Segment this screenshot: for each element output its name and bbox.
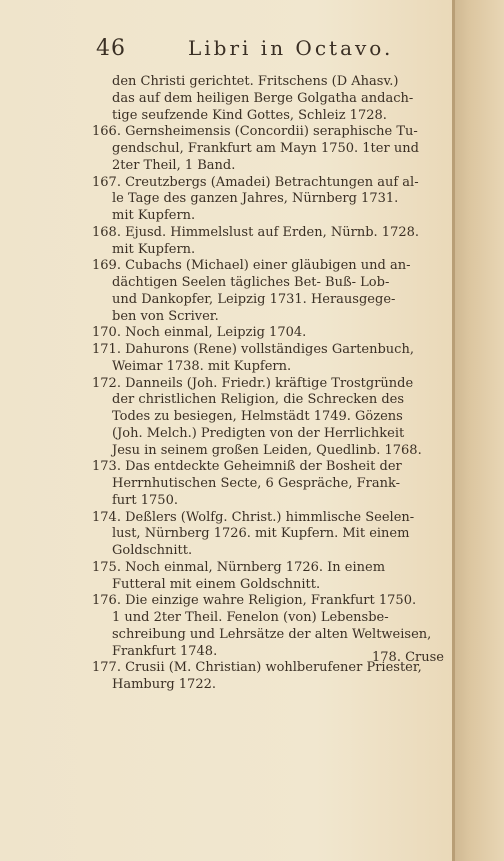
text-line: 2ter Theil, 1 Band. (112, 157, 236, 173)
catchword: 178. Cruse (372, 650, 444, 665)
adjacent-page-edge (452, 0, 504, 861)
running-title: Libri in Octavo. (188, 36, 394, 60)
text-line: 177. Crusii (M. Christian) wohlberufener Priester, (92, 660, 422, 676)
text-line: Goldschnitt. (112, 543, 193, 558)
text-line: tige seufzende Kind Gottes, Schleiz 1728. (112, 107, 387, 123)
text-line: furt 1750. (112, 492, 178, 508)
page-header (96, 36, 436, 64)
catalog-entries (92, 74, 452, 694)
page-binding-shadow (452, 0, 455, 861)
text-line: 171. Dahurons (Rene) vollständiges Gartenbuch, (92, 342, 414, 357)
text-line: Todes zu besiegen, Helmstädt 1749. Gözens (112, 409, 403, 424)
text-line: ben von Scriver. (112, 308, 219, 324)
text-line: 175. Noch einmal, Nürnberg 1726. In einem (92, 559, 386, 575)
text-line: das auf dem heiligen Berge Golgatha andach- (112, 90, 414, 106)
text-line: 174. Deßlers (Wolfg. Christ.) himmlische Seelen- (92, 509, 415, 525)
text-line: 172. Danneils (Joh. Friedr.) kräftige Trostgründe (92, 375, 414, 391)
text-line: gendschul, Frankfurt am Mayn 1750. 1ter und (112, 141, 419, 156)
text-line: (Joh. Melch.) Predigten von der Herrlichkeit (112, 425, 405, 441)
text-line: 176. Die einzige wahre Religion, Frankfurt 1750. (92, 593, 417, 609)
text-line: schreibung und Lehrsätze der alten Weltweisen, (112, 626, 432, 642)
text-line: dächtigen Seelen tägliches Bet- Buß- Lob- (112, 275, 390, 290)
text-line: mit Kupfern. (112, 208, 196, 223)
text-line: mit Kupfern. (112, 241, 196, 257)
text-line: 166. Gernsheimensis (Concordii) seraphische Tu- (92, 124, 418, 140)
text-line: der christlichen Religion, die Schrecken des (112, 392, 405, 408)
text-line: 168. Ejusd. Himmelslust auf Erden, Nürnb. 1728. (92, 224, 420, 240)
text-line: 173. Das entdeckte Geheimniß der Bosheit der (92, 459, 402, 475)
text-line: und Dankopfer, Leipzig 1731. Herausgege- (112, 291, 396, 307)
text-line: Jesu in seinem großen Leiden, Quedlinb. 1768. (112, 442, 422, 458)
text-line: Frankfurt 1748. (112, 643, 218, 659)
text-line: Futteral mit einem Goldschnitt. (112, 576, 321, 592)
text-line: le Tage des ganzen Jahres, Nürnberg 1731. (112, 191, 399, 207)
page-number: 46 (96, 36, 126, 61)
text-line: lust, Nürnberg 1726. mit Kupfern. Mit einem (112, 526, 410, 542)
text-line: 170. Noch einmal, Leipzig 1704. (92, 325, 307, 341)
text-line: Hamburg 1722. (112, 677, 216, 692)
text-line: 1 und 2ter Theil. Fenelon (von) Lebensbe- (112, 610, 389, 625)
text-line: den Christi gerichtet. Fritschens (D Ahasv.) (112, 74, 399, 89)
text-line: 169. Cubachs (Michael) einer gläubigen und an- (92, 258, 411, 274)
text-line: 167. Creutzbergs (Amadei) Betrachtungen auf al- (92, 174, 419, 190)
text-line: Weimar 1738. mit Kupfern. (112, 358, 292, 374)
text-line: Herrnhutischen Secte, 6 Gespräche, Frank- (112, 476, 400, 491)
